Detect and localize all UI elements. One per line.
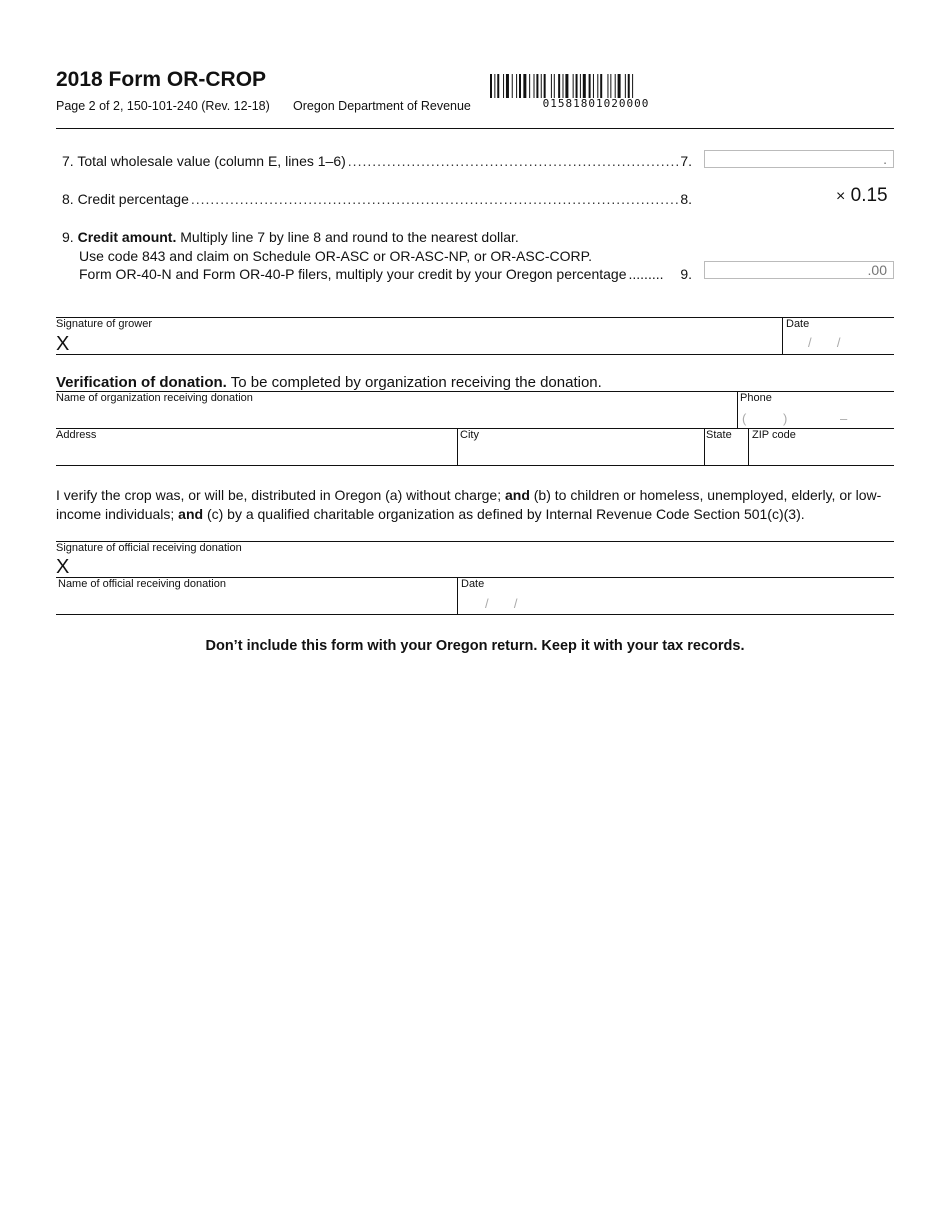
line-9-prefix: 9. [62,229,74,245]
multiply-icon: × [836,188,846,205]
line-9-number: 9. [680,266,692,282]
statement-part-2: (b) to children or homeless, unemployed, elderly, or low-income individuals; [56,487,882,522]
line-9-text-3-row [62,265,692,284]
leader-dots: ......... [628,266,664,282]
org-name-label: Name of organization receiving donation [56,392,253,404]
grower-signature-x: X [56,333,70,355]
line-7-amount-input[interactable] [704,150,894,168]
official-name-label: Name of official receiving donation [58,578,226,590]
line-9-text-2: Use code 843 and claim on Schedule OR-ASC or OR-ASC-NP, or OR-ASC-CORP. [79,247,593,264]
verification-heading-bold: Verification of donation. [56,374,227,391]
grower-signature-bottom-rule [56,354,894,355]
zip-label: ZIP code [752,429,796,441]
barcode-image [490,74,702,98]
grower-date-label: Date [786,318,810,330]
zip-input[interactable] [752,443,892,465]
line-9-text-1: Multiply line 7 by line 8 and round to the nearest dollar. [176,229,519,245]
statement-part-1: I verify the crop was, or will be, distributed in Oregon (a) without charge; [56,487,505,503]
header-divider [56,128,894,129]
grower-date-input[interactable]: / / [808,335,841,350]
line-9-amount-input[interactable] [704,261,894,279]
page-info: Page 2 of 2, 150-101-240 (Rev. 12-18) [56,99,270,113]
line-7-label: 7. Total wholesale value (column E, lines 1–6) [62,153,346,169]
official-date-input[interactable]: / / [485,596,518,611]
grower-signature-label: Signature of grower [56,318,152,330]
phone-input-dash: – [840,411,848,426]
date-divider [782,317,783,354]
leader-dots [191,191,678,207]
grower-signature-field[interactable] [80,333,780,353]
official-signature-label: Signature of official receiving donation [56,542,242,554]
org-name-input[interactable] [56,406,734,428]
credit-percentage-value: 0.15 [850,185,888,206]
official-signature-x: X [56,556,70,578]
agency-name: Oregon Department of Revenue [293,99,471,113]
statement-and-1: and [504,487,530,503]
verification-heading-text: To be completed by organization receiving the donation. [226,374,602,391]
grower-signature-top-rule [56,317,894,318]
verification-statement [56,486,898,523]
state-input[interactable] [706,443,746,465]
barcode-number: 01581801020000 [542,97,650,110]
statement-and-2: and [178,505,204,522]
official-signature-field[interactable] [80,556,880,576]
phone-input-open[interactable]: ( [742,411,747,426]
city-label: City [460,429,479,441]
line-8-row [62,191,692,207]
leader-dots [348,153,679,169]
state-divider [704,428,705,465]
phone-label: Phone [740,392,772,404]
official-date-label: Date [461,578,485,590]
verification-heading [56,374,602,391]
city-divider [457,428,458,465]
address-bottom-rule [56,465,894,466]
zip-divider [748,428,749,465]
line-7-number: 7. [680,153,692,169]
phone-input-close: ) [783,411,788,426]
city-input[interactable] [460,443,702,465]
official-date-divider [457,577,458,614]
line-9-block [62,228,702,284]
line-9-bold-label: Credit amount. [77,229,177,245]
official-name-input[interactable] [58,592,454,612]
line-8-multiplier [836,185,888,207]
line-7-row [62,153,692,169]
footer-note: Don’t include this form with your Oregon return. Keep it with your tax records. [205,638,745,654]
address-label: Address [56,429,97,441]
official-bottom-rule [56,614,894,615]
phone-divider [737,391,738,428]
line-8-number: 8. [680,191,692,207]
address-input[interactable] [56,443,454,465]
statement-part-3: (c) by a qualified charitable organization as defined by Internal Revenue Code Section 501(c)(3). [203,505,805,522]
state-label: State [706,429,732,441]
form-title: 2018 Form OR-CROP [56,68,267,91]
line-8-label: 8. Credit percentage [62,191,189,207]
line-9-text-3: Form OR-40-N and Form OR-40-P filers, multiply your credit by your Oregon percentage [79,266,627,282]
